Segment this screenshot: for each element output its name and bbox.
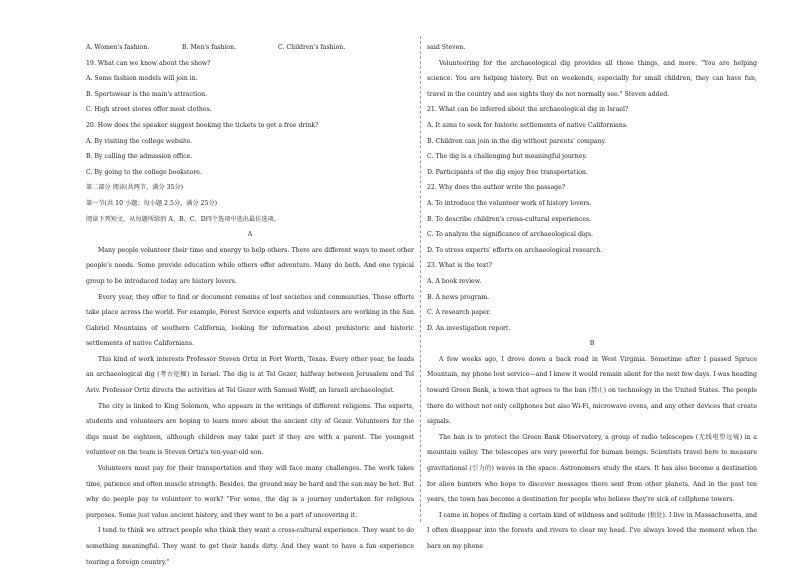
right-column xyxy=(427,40,757,555)
q21-stem: 21. What can be inferred about the archaeological dig in Israel? xyxy=(427,106,629,114)
section-title: 第二部分 阅读(共两节，满分 35分) xyxy=(86,184,184,192)
passage-b-label: B xyxy=(589,340,595,348)
q23-option-c: C. A research paper. xyxy=(427,309,491,317)
passage-a-paragraph: The city is linked to King Solomon, who appears in the writings of different religions. The experts, students and volunteers are hoping to learn more about the ancient city of Gezer. Volunteers for the digs must be eighteen, although children may take part if they are with a parent. The youngest volunteer on the team is Steven Ortiz's ten-year-old son. xyxy=(86,402,414,457)
passage-a-paragraph: This kind of work interests Professor Steven Ortiz in Fort Worth, Texas. Every other year, he leads an archaeological dig (考古挖掘) in Israel. The dig is at Tel Gezer, halfway between Jerusalem and Tel Aviv. Professor Ortiz directs the activities at Tel Gezer with Samuel Wolff, an Israeli archaeologist. xyxy=(86,355,414,395)
q22-stem: 22. Why does the author write the passage? xyxy=(427,184,566,192)
subsection-title: 第一节(共 10 小题；每小题 2.5分，满分 25分) xyxy=(86,199,218,207)
q21-option-c: C. The dig is a challenging but meaningful journey. xyxy=(427,153,588,161)
q20-stem: 20. How does the speaker suggest booking the tickets to get a free drink? xyxy=(86,121,319,129)
q23-option-a: A. A book review. xyxy=(427,277,482,285)
passage-a-paragraph: I tend to think we attract people who think they want a cross-cultural experience. They want to do something meaningful. They want to get their hands dirty. And they want to have a fun experience touring a foreign country." xyxy=(86,527,414,566)
passage-a-paragraph: Volunteering for the archaeological dig provides all those things, and more. "You are helping science. You are helping history. But on weekends, especially for small children, they can have fun, travel in the country and see sights they do not normally see." Steven added. xyxy=(427,59,757,98)
q19-option-b: B. Sportswear is the main's attraction. xyxy=(86,90,208,98)
q20-option-a: A. By visiting the college website. xyxy=(86,137,193,145)
q18-option-b: B. Men's fashion. xyxy=(181,44,237,51)
q23-option-b: B. A news program. xyxy=(427,293,490,301)
q20-option-c: C. By going to the college bookstore. xyxy=(86,168,202,176)
q22-option-d: D. To stress experts' efforts on archaeological research. xyxy=(427,246,603,254)
q19-option-a: A. Some fashion models will join in. xyxy=(86,75,198,83)
q22-option-a: A. To introduce the volunteer work of history lovers. xyxy=(427,199,592,207)
q18-options xyxy=(86,40,414,56)
passage-a-continuation: said Steven. xyxy=(427,44,466,51)
passage-a-paragraph: Every year, they offer to find or document remains of lost societies and communities. These efforts take place across the world. For example, Forest Service experts and volunteers are working in the San Gabriel Mountains of southern California, looking for information about prehistoric and historic settlements of native Californians. xyxy=(86,293,414,348)
q18-option-c: C. Children's fashion. xyxy=(277,44,346,51)
q21-option-b: B. Children can join in the dig without parents' company. xyxy=(427,137,607,145)
q21-option-a: A. It aims to seek for historic settlements of native Californians. xyxy=(427,121,629,129)
passage-a-paragraph: Volunteers must pay for their transportation and they will face many challenges. The work takes time, patience and often muscle strength. Besides, the ground may be hard and the sun may be hot. But why do people pay to volunteer to work? "For some, the dig is a journey undertaken for religious purposes. Some just value ancient history, and they want to be a part of uncovering it. xyxy=(86,465,414,519)
q22-option-b: B. To describe children's cross-cultural experiences. xyxy=(427,215,592,223)
left-column xyxy=(86,40,414,570)
q19-stem: 19. What can we know about the show? xyxy=(86,59,211,67)
passage-b-paragraph: I came in hopes of finding a certain kind of wildness and solitude (独处). I live in Massachusetts, and I often disappear into the forests and rivers to clear my head. I've always loved the moment when the bars on my phone xyxy=(427,511,757,550)
q20-option-b: B. By calling the admission office. xyxy=(86,153,193,161)
passage-a-paragraph: Many people volunteer their time and energy to help others. There are different ways to meet other people's needs. Some provide education while others offer adventure. Many do both. And one typical group to be introduced today are history lovers. xyxy=(86,246,414,285)
q19-option-c: C. High street stores offer most clothes. xyxy=(86,106,212,114)
passage-b-paragraph: The ban is to protect the Green Bank Observatory, a group of radio telescopes (无线电望远镜) in a mountain valley. The telescopes are very powerful for human beings. Scientists travel here to measure gravitational (引力的) waves in the space. Astronomers study the stars. It has also become a destination for alien hunters who hope to discover messages there sent from other planets. And in the past ten years, the town has become a destination for people who believe they're sick of cellphone towers. xyxy=(427,433,757,504)
q18-option-a: A. Women's fashion. xyxy=(86,44,150,51)
q23-stem: 23. What is the text? xyxy=(427,262,492,270)
passage-a-label: A xyxy=(247,231,253,239)
instruction: 阅读下列短文，从每题所给的 A、B、C、D四个选项中选出最佳选项。 xyxy=(86,215,280,223)
q23-option-d: D. An investigation report. xyxy=(427,324,511,332)
q22-option-c: C. To analyze the significance of archaeological digs. xyxy=(427,231,593,239)
column-divider xyxy=(420,36,421,522)
passage-b-paragraph: A few weeks ago, I drove down a back road in West Virginia. Sometime after I passed Spruce Mountain, my phone lost service—and I knew it would remain silent for the next few days. I was heading toward Green Bank, a town that agrees to the ban (禁止) on technology in the United States. The people there do without not only cellphones but also Wi-Fi, microwave ovens, and any other devices that create signals. xyxy=(427,355,757,426)
q21-option-d: D. Participants of the dig enjoy free transportation. xyxy=(427,168,588,176)
